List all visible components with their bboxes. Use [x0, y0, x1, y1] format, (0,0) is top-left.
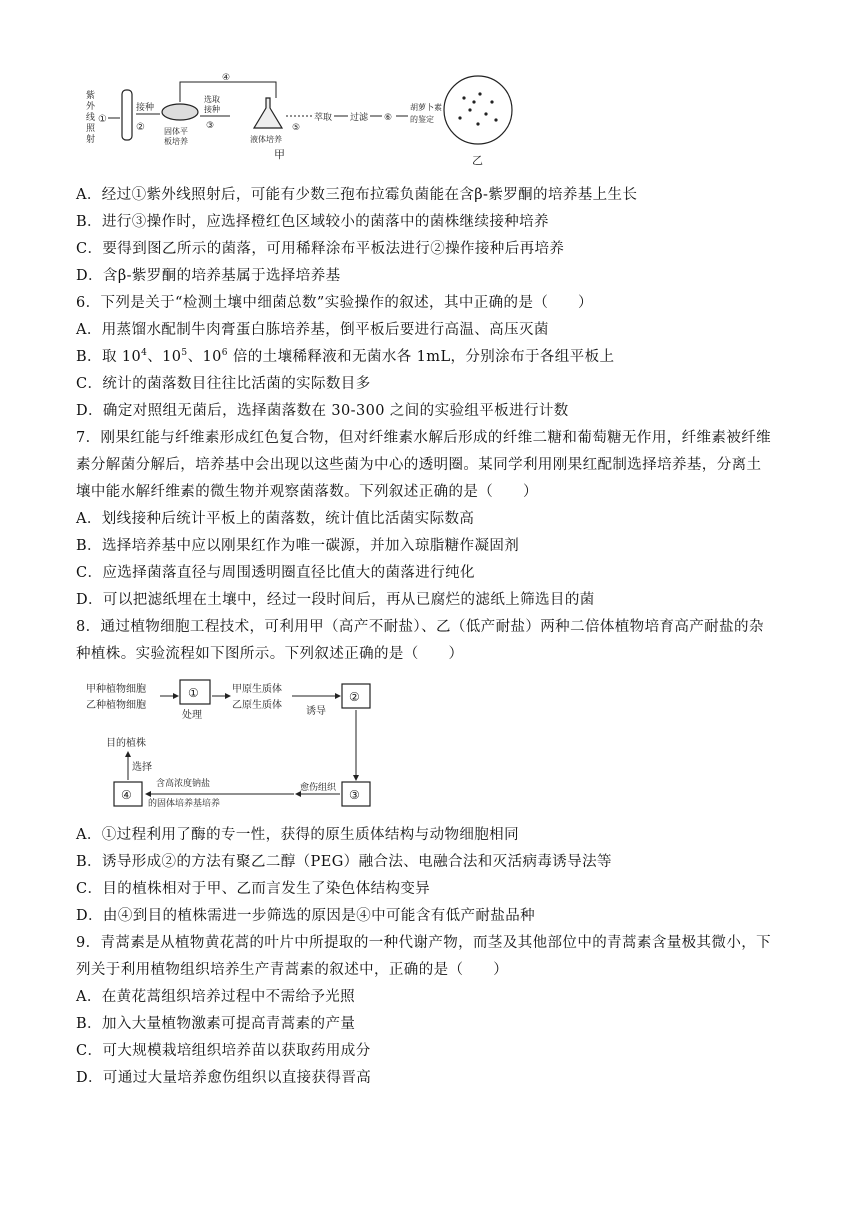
circle-5: ⑤ — [292, 123, 301, 133]
q6-b-exp2: 5 — [181, 348, 188, 359]
inoculate-label: 接种 — [136, 103, 155, 113]
q5-option-a: A．经过①紫外线照射后，可能有少数三孢布拉霉负菌能在含β-紫罗酮的培养基上生长 — [76, 187, 638, 203]
q6-b-mid2: 、10 — [187, 349, 222, 365]
q6-option-a: A．用蒸馏水配制牛肉膏蛋白胨培养基，倒平板后要进行高温、高压灭菌 — [76, 322, 549, 338]
box-3-label: ③ — [349, 788, 360, 802]
circle-6: ⑥ — [384, 113, 393, 123]
q7-option-a: A．划线接种后统计平板上的菌落数，统计值比活菌实际数高 — [76, 511, 475, 527]
filter-label: 过滤 — [350, 113, 369, 123]
q6-b-exp3: 6 — [221, 348, 228, 359]
figure-petri-dish — [432, 70, 524, 172]
q6-stem: 6．下列是关于“检测土壤中细菌总数”实验操作的叙述，其中正确的是（ ） — [76, 295, 593, 311]
colony — [468, 108, 471, 111]
q8-option-d: D．由④到目的植株需进一步筛选的原因是④中可能含有低产耐盐品种 — [76, 908, 536, 924]
solid-plate-label-1: 固体平 — [164, 127, 188, 136]
q7-stem-line3: 壤中能水解纤维素的微生物并观察菌落数。下列叙述正确的是（ ） — [76, 484, 538, 500]
proto-jia-label: 甲原生质体 — [232, 684, 282, 695]
label-yi: 乙 — [472, 154, 483, 167]
q5-option-b: B．进行③操作时，应选择橙红色区域较小的菌落中的菌株继续接种培养 — [76, 214, 549, 230]
q6-b-mid1: 、10 — [147, 349, 182, 365]
colony — [458, 116, 461, 119]
cell-yi-label: 乙种植物细胞 — [86, 700, 146, 711]
q7-option-d: D．可以把滤纸埋在土壤中，经过一段时间后，再从已腐烂的滤纸上筛选目的菌 — [76, 592, 595, 608]
circle-1: ① — [98, 114, 107, 125]
proto-yi-label: 乙原生质体 — [232, 700, 282, 711]
q7-option-c: C．应选择菌落直径与周围透明圈直径比值大的菌落进行纯化 — [76, 565, 475, 581]
q8-option-c: C．目的植株相对于甲、乙而言发生了染色体结构变异 — [76, 881, 431, 897]
circle-3: ③ — [206, 121, 215, 131]
cell-jia-label: 甲种植物细胞 — [86, 684, 146, 695]
q6-b-pre: B．取 10 — [76, 349, 142, 365]
q7-stem-line2: 素分解菌分解后，培养基中会出现以这些菌为中心的透明圈。某同学利用刚果红配制选择培养基，分离土 — [76, 457, 762, 473]
induce-label: 诱导 — [306, 706, 326, 717]
uv-label: 紫 — [86, 91, 96, 101]
q6-b-exp1: 4 — [141, 348, 148, 359]
q6-option-b — [76, 347, 788, 367]
q6-option-c: C．统计的菌落数目往往比活菌的实际数目多 — [76, 376, 371, 392]
identify-label-2: 的鉴定 — [410, 115, 434, 124]
q9-stem-line1: 9．青蒿素是从植物黄花蒿的叶片中所提取的一种代谢产物，而茎及其他部位中的青蒿素含量极其微小，下 — [76, 935, 772, 951]
box-4-label: ④ — [121, 788, 132, 802]
circle-2: ② — [136, 122, 145, 133]
liquid-culture-label: 液体培养 — [250, 135, 282, 144]
q9-option-d: D．可通过大量培养愈伤组织以直接获得晋高 — [76, 1070, 372, 1086]
colony — [462, 96, 465, 99]
q8-stem-line2: 种植株。实验流程如下图所示。下列叙述正确的是（ ） — [76, 646, 464, 662]
q5-option-d: D．含β-紫罗酮的培养基属于选择培养基 — [76, 268, 341, 284]
callus-label: 愈伤组织 — [300, 783, 337, 793]
identify-label-1: 胡萝卜素 — [410, 103, 442, 112]
colony — [478, 92, 481, 95]
q9-option-a: A．在黄花蒿组织培养过程中不需给予光照 — [76, 989, 356, 1005]
extract-label: 萃取 — [314, 113, 333, 123]
figure-hybrid-flow — [86, 672, 386, 812]
q9-stem-line2: 列关于利用植物组织培养生产青蒿素的叙述中，正确的是（ ） — [76, 962, 509, 978]
q7-option-b: B．选择培养基中应以刚果红作为唯一碳源，并加入琼脂糖作凝固剂 — [76, 538, 520, 554]
solid-plate-label-2: 板培养 — [164, 137, 188, 146]
uv-label-3: 线 — [86, 113, 96, 123]
q9-option-c: C．可大规模栽培组织培养苗以获取药用成分 — [76, 1043, 371, 1059]
flask — [254, 98, 282, 128]
uv-label-4: 照 — [86, 124, 96, 134]
q6-b-post: 倍的土壤稀释液和无菌水各 1mL，分别涂布于各组平板上 — [227, 349, 615, 365]
label-jia: 甲 — [274, 148, 285, 161]
colony — [484, 112, 487, 115]
q5-option-c: C．要得到图乙所示的菌落，可用稀释涂布平板法进行②操作接种后再培养 — [76, 241, 565, 257]
colony — [472, 100, 475, 103]
q8-stem-line1: 8．通过植物细胞工程技术，可利用甲（高产不耐盐）、乙（低产耐盐）两种二倍体植物培育高产耐盐的杂 — [76, 619, 764, 635]
plate-dish — [162, 104, 198, 120]
circle-4: ④ — [222, 73, 231, 83]
select-label-1: 选取 — [204, 95, 220, 104]
q9-option-b: B．加入大量植物激素可提高青蒿素的产量 — [76, 1016, 356, 1032]
colony — [494, 118, 497, 121]
box-2-label: ② — [349, 690, 360, 704]
loop-arrow — [180, 82, 276, 102]
q8-option-a: A．①过程利用了酶的专一性，获得的原生质体结构与动物细胞相同 — [76, 827, 519, 843]
medium-label-1: 含高浓度钠盐 — [156, 779, 211, 789]
process-label: 处理 — [182, 710, 202, 721]
uv-label-2: 外 — [86, 102, 96, 112]
target-plant-label: 目的植株 — [106, 738, 146, 749]
test-tube — [122, 90, 132, 140]
uv-label-5: 射 — [86, 135, 96, 145]
select-label-2: 接种 — [204, 105, 220, 114]
colony — [490, 100, 493, 103]
q6-option-d: D．确定对照组无菌后，选择菌落数在 30-300 之间的实验组平板进行计数 — [76, 403, 569, 419]
q8-option-b: B．诱导形成②的方法有聚乙二醇（PEG）融合法、电融合法和灭活病毒诱导法等 — [76, 854, 612, 870]
q7-stem-line1: 7．刚果红能与纤维素形成红色复合物，但对纤维素水解后形成的纤维二糖和葡萄糖无作用，纤维素被纤维 — [76, 430, 772, 446]
colony — [476, 122, 479, 125]
petri-circle — [444, 76, 512, 144]
select-label: 选择 — [132, 762, 152, 773]
medium-label-2: 的固体培养基培养 — [148, 799, 221, 809]
box-1-label: ① — [188, 686, 199, 700]
